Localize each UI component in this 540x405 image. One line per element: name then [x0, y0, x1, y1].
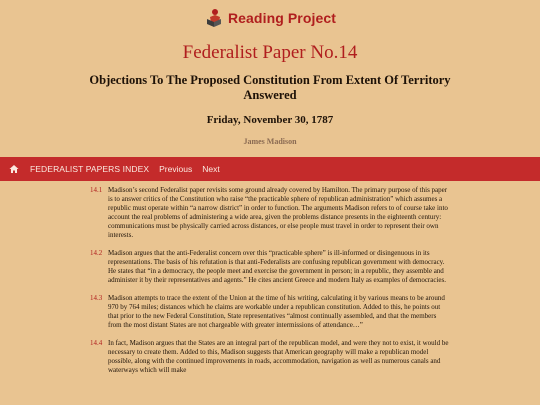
- paragraph-text: Madison attempts to trace the extent of the Union at the time of his writing, calculating it by various means to be around 970 by 764 miles; distances which he claims are workable under a republican constitution. Added to this, he points out that prior to the new Federal Constitution, State representatives “almost continually assembled, and that the members from the most distant States are not chargeable with greater intermissions of attendance…”: [108, 294, 445, 329]
- paragraph-text: Madison’s second Federalist paper revisits some ground already covered by Hamilton. The primary purpose of this paper is to answer critics of the Constitution who raise “the practicable sphere of republican administration” which assumes a republic must operate within “a narrow district” in order to function. The arguments Madison refers to of course take into account the real problems of administering a wide area, given the problems distance presents in the eighteenth century: communications must be physically carried across distances, or else people must travel in order to represent their own interests.: [108, 186, 448, 239]
- logo-text: Reading Project: [227, 10, 337, 26]
- paragraph: [90, 186, 450, 240]
- article-body: [90, 186, 450, 384]
- home-icon[interactable]: [4, 157, 24, 181]
- navigation-bar: [0, 157, 540, 181]
- paragraph-number[interactable]: 14.3: [90, 294, 103, 302]
- book-reader-icon: [204, 8, 224, 28]
- page-title: Federalist Paper No.14: [182, 42, 358, 63]
- paragraph: [90, 249, 450, 285]
- paragraph-text: In fact, Madison argues that the States are an integral part of the republican model, and were they not to exist, it would be necessary to create them. Added to this, Madison suggests that American geography will make a republican model possible, along with the continued improvements in roads, accommodation, navigation as well as numerous canals and waterways which will make: [108, 339, 449, 374]
- author-name: James Madison: [243, 137, 297, 146]
- next-link[interactable]: Next: [202, 164, 220, 174]
- paragraph-number[interactable]: 14.1: [90, 186, 103, 194]
- paragraph: [90, 294, 450, 330]
- previous-link[interactable]: Previous: [159, 164, 193, 174]
- paragraph: [90, 339, 450, 375]
- federalist-index-link[interactable]: FEDERALIST PAPERS INDEX: [30, 164, 150, 174]
- page-subtitle: Objections To The Proposed Constitution From Extent Of Territory Answered: [89, 73, 451, 102]
- paragraph-number[interactable]: 14.2: [90, 249, 103, 257]
- site-logo[interactable]: [0, 8, 540, 28]
- paragraph-number[interactable]: 14.4: [90, 339, 103, 347]
- paragraph-text: Madison argues that the anti-Federalist concern over this “practicable sphere” is ill-informed or disingenuous in its representations. The basis of his refutation is that anti-Federalists are confusing republican government with democracy. He states that “in a democracy, the people meet and exercise the government in person; in a republic, they assemble and administer it by their representatives and agents.” He cites ancient Greece and modern Italy as examples of democracies.: [108, 249, 446, 284]
- publication-date: Friday, November 30, 1787: [206, 114, 334, 126]
